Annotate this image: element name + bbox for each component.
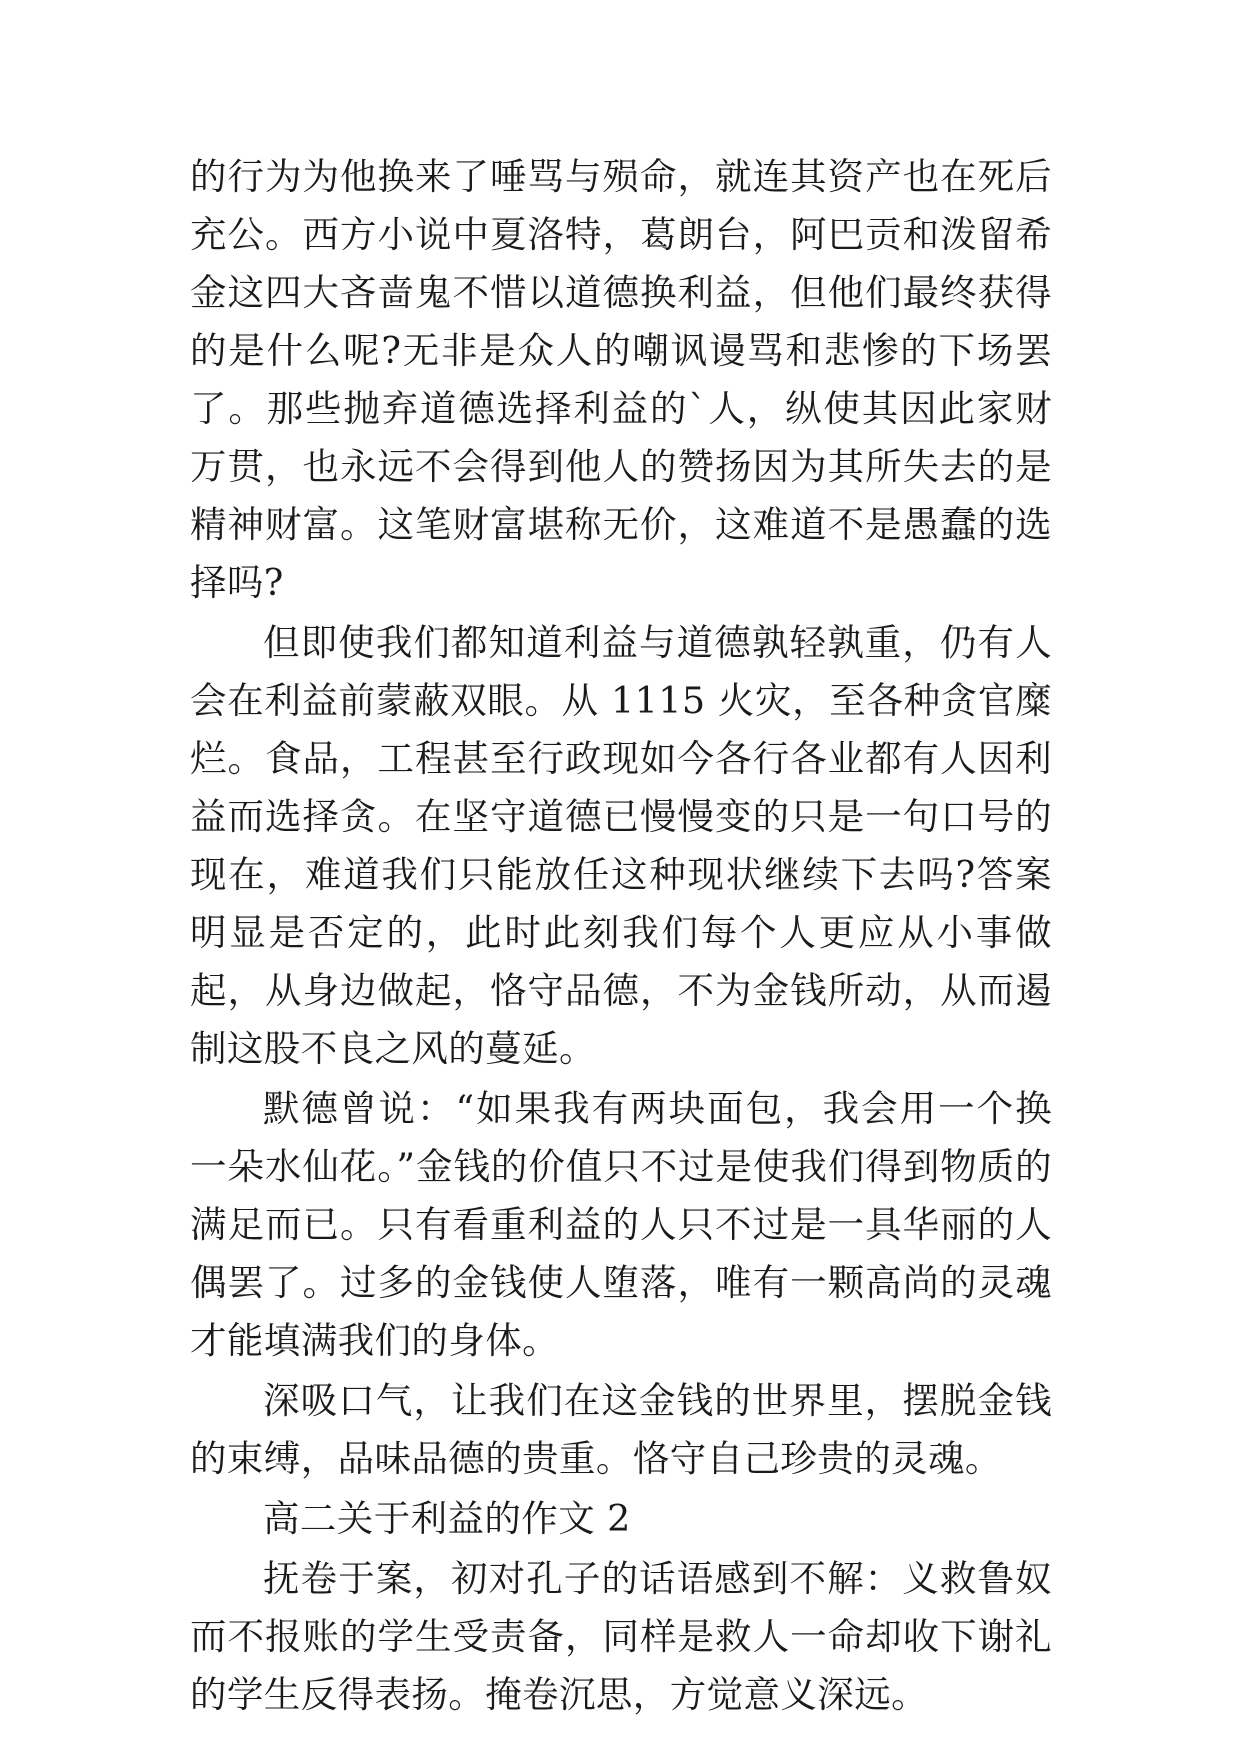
paragraph-4: 深吸口气，让我们在这金钱的世界里，摆脱金钱的束缚，品味品德的贵重。恪守自己珍贵的灵魂。	[190, 1379, 1052, 1480]
section-heading: 高二关于利益的作文 2	[263, 1497, 631, 1540]
paragraph-5: 抚卷于案，初对孔子的话语感到不解：义救鲁奴而不报账的学生受责备，同样是救人一命却收下谢礼的学生反得表扬。掩卷沉思，方觉意义深远。	[190, 1557, 1052, 1716]
paragraph-1: 的行为为他换来了唾骂与殒命，就连其资产也在死后充公。西方小说中夏洛特，葛朗台，阿巴贡和泼留希金这四大吝啬鬼不惜以道德换利益，但他们最终获得的是什么呢?无非是众人的嘲讽谩骂和悲惨的下场罢了。那些抛弃道德选择利益的`人，纵使其因此家财万贯，也永远不会得到他人的赞扬因为其所失去的是精神财富。这笔财富堪称无价，这难道不是愚蠢的选择吗?	[190, 155, 1052, 604]
document-body	[190, 148, 1052, 1726]
paragraph-2: 但即使我们都知道利益与道德孰轻孰重，仍有人会在利益前蒙蔽双眼。从 1115 火灾，至各种贪官糜烂。食品，工程甚至行政现如今各行各业都有人因利益而选择贪。在坚守道德已慢慢变的只是一句口号的现在，难道我们只能放任这种现状继续下去吗?答案明显是否定的，此时此刻我们每个人更应从小事做起，从身边做起，恪守品德，不为金钱所动，从而遏制这股不良之风的蔓延。	[190, 621, 1052, 1070]
paragraph-3: 默德曾说：“如果我有两块面包，我会用一个换一朵水仙花。”金钱的价值只不过是使我们得到物质的满足而已。只有看重利益的人只不过是一具华丽的人偶罢了。过多的金钱使人堕落，唯有一颗高尚的灵魂才能填满我们的身体。	[190, 1087, 1052, 1362]
